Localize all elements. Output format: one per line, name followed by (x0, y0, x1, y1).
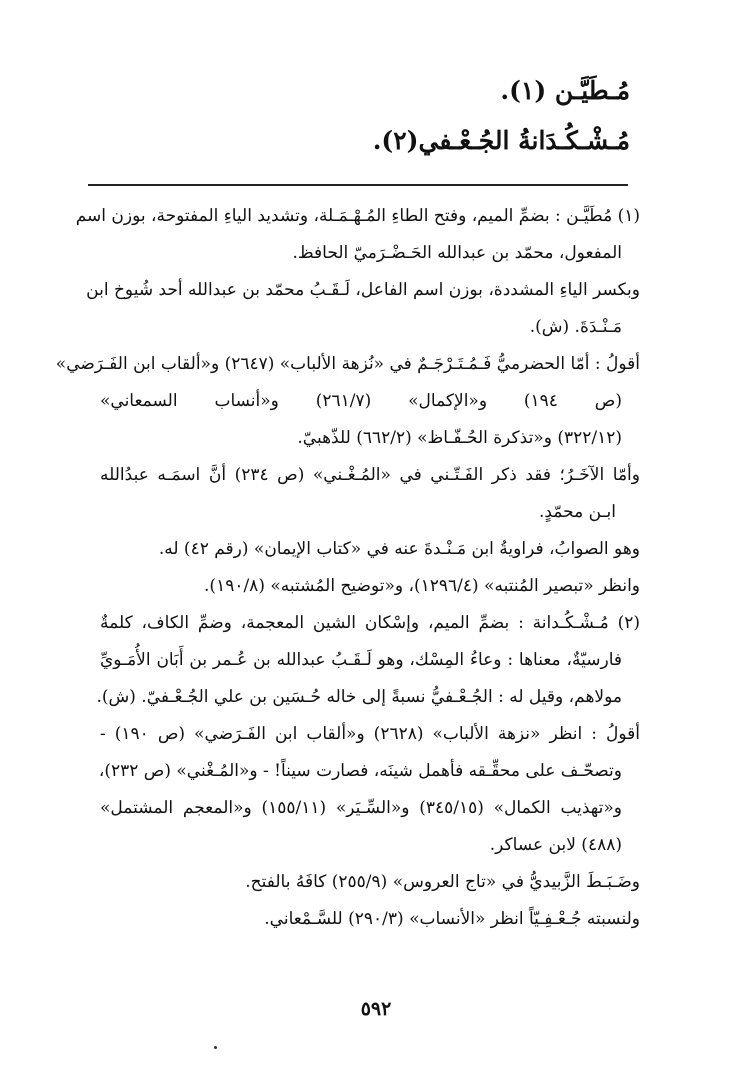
entry-mushkudana: مُـشْـكُـدَانةُ الجُـعْـفي(٢). (372, 126, 630, 155)
footnote-line: (٣٢٢/١٢) و«تذكرة الحُـفّـاظ» (٦٦٢/٢) للذّهبيّ. (297, 428, 622, 448)
footnote-line: المفعول، محمّد بن عبدالله الحَـضْـرَميّ الحافظ. (292, 243, 622, 263)
footnotes (55, 198, 641, 938)
footnote-line: وبكسر الياءِ المشددة، بوزن اسم الفاعل، لَـقَـبُ محمّد بن عبدالله أحد شُيوخ ابن (86, 280, 640, 300)
entry-mutayyan: مُـطَيَّـن (١). (500, 76, 630, 105)
footnote-line: وتصحّـف على محقِّـقه فأهمل شينَه، فصارت سيناً! - و«المُـغْني» (ص ٢٣٢)، (98, 761, 622, 781)
footnote-line: وضَـبَـطَ الزَّبيديُّ في «تاج العروس» (٢٥٥/٩) كافَهُ بالفتح. (245, 872, 640, 892)
footnote-line: أقولُ : انظر «نزهة الألباب» (٢٦٢٨) و«ألقاب ابن الفَـرَضي» (ص ١٩٠) - (100, 724, 641, 744)
footnote-line: أقولُ : أمّا الحضرميُّ فَـمُـتَـرْجَـمٌ في «نُزهة الألباب» (٢٦٤٧) و«ألقاب ابن الفَـرَضي» (55, 354, 640, 374)
footnote-line: فارسيّةٌ، معناها : وعاءُ المِسْك، وهو لَـقَـبُ عبدالله بن عُـمر بن أَبَان الأُمَـويِّ (100, 650, 622, 670)
scan-speck (214, 1046, 217, 1049)
footnote-line: وهو الصوابُ، فراويةُ ابن مَـنْـدةَ عنه في «كتاب الإيمان» (رقم ٤٢) له. (158, 539, 640, 559)
footnote-line: و«تهذيب الكمال» (٣٤٥/١٥) و«السِّـيَر» (١٥٥/١١) و«المعجم المشتمل» (100, 798, 622, 818)
footnote-line: مَـنْـدَةَ. (ش). (529, 317, 622, 337)
footnote-line: مولاهم، وقيل له : الجُـعْـفيُّ نسبةً إلى خاله حُـسَين بن علي الجُـعْـفيّ. (ش). (96, 687, 622, 707)
footnote-line: (١) مُطَيَّـن : بضمِّ الميم، وفتح الطاءِ المُـهْـمَـلة، وتشديد الياءِ المفتوحة، بوزن اسم (75, 206, 640, 226)
footnote-line: وأمّا الآخَـرُ؛ فقد ذكر الفَـتّـني في «المُـغْـني» (ص ٢٣٤) أنَّ اسمَـه عبدُالله (100, 465, 640, 485)
footnote-line: (ص ١٩٤) و«الإكمال» (٢٦١/٧) و«أنساب السمعاني» (100, 391, 622, 411)
footnote-line: ابـن محمّدٍ. (538, 502, 616, 522)
footnote-line: وانظر «تبصير المُنتبه» (١٢٩٦/٤)، و«توضيح المُشتبه» (١٩٠/٨). (204, 576, 640, 596)
page-number: ٥٩٢ (360, 998, 392, 1020)
footnote-divider (88, 184, 628, 186)
footnote-line: ولنسبته جُـعْـفِـيّاً انظر «الأنساب» (٢٩٠/٣) للسَّـمْعاني. (264, 909, 640, 929)
footnote-line: (٢) مُـشْـكُـدانة : بضمِّ الميم، وإسْكان الشين المعجمة، وضمِّ الكاف، كلمةٌ (100, 613, 640, 633)
footnote-line: (٤٨٨) لابن عساكر. (489, 835, 622, 855)
